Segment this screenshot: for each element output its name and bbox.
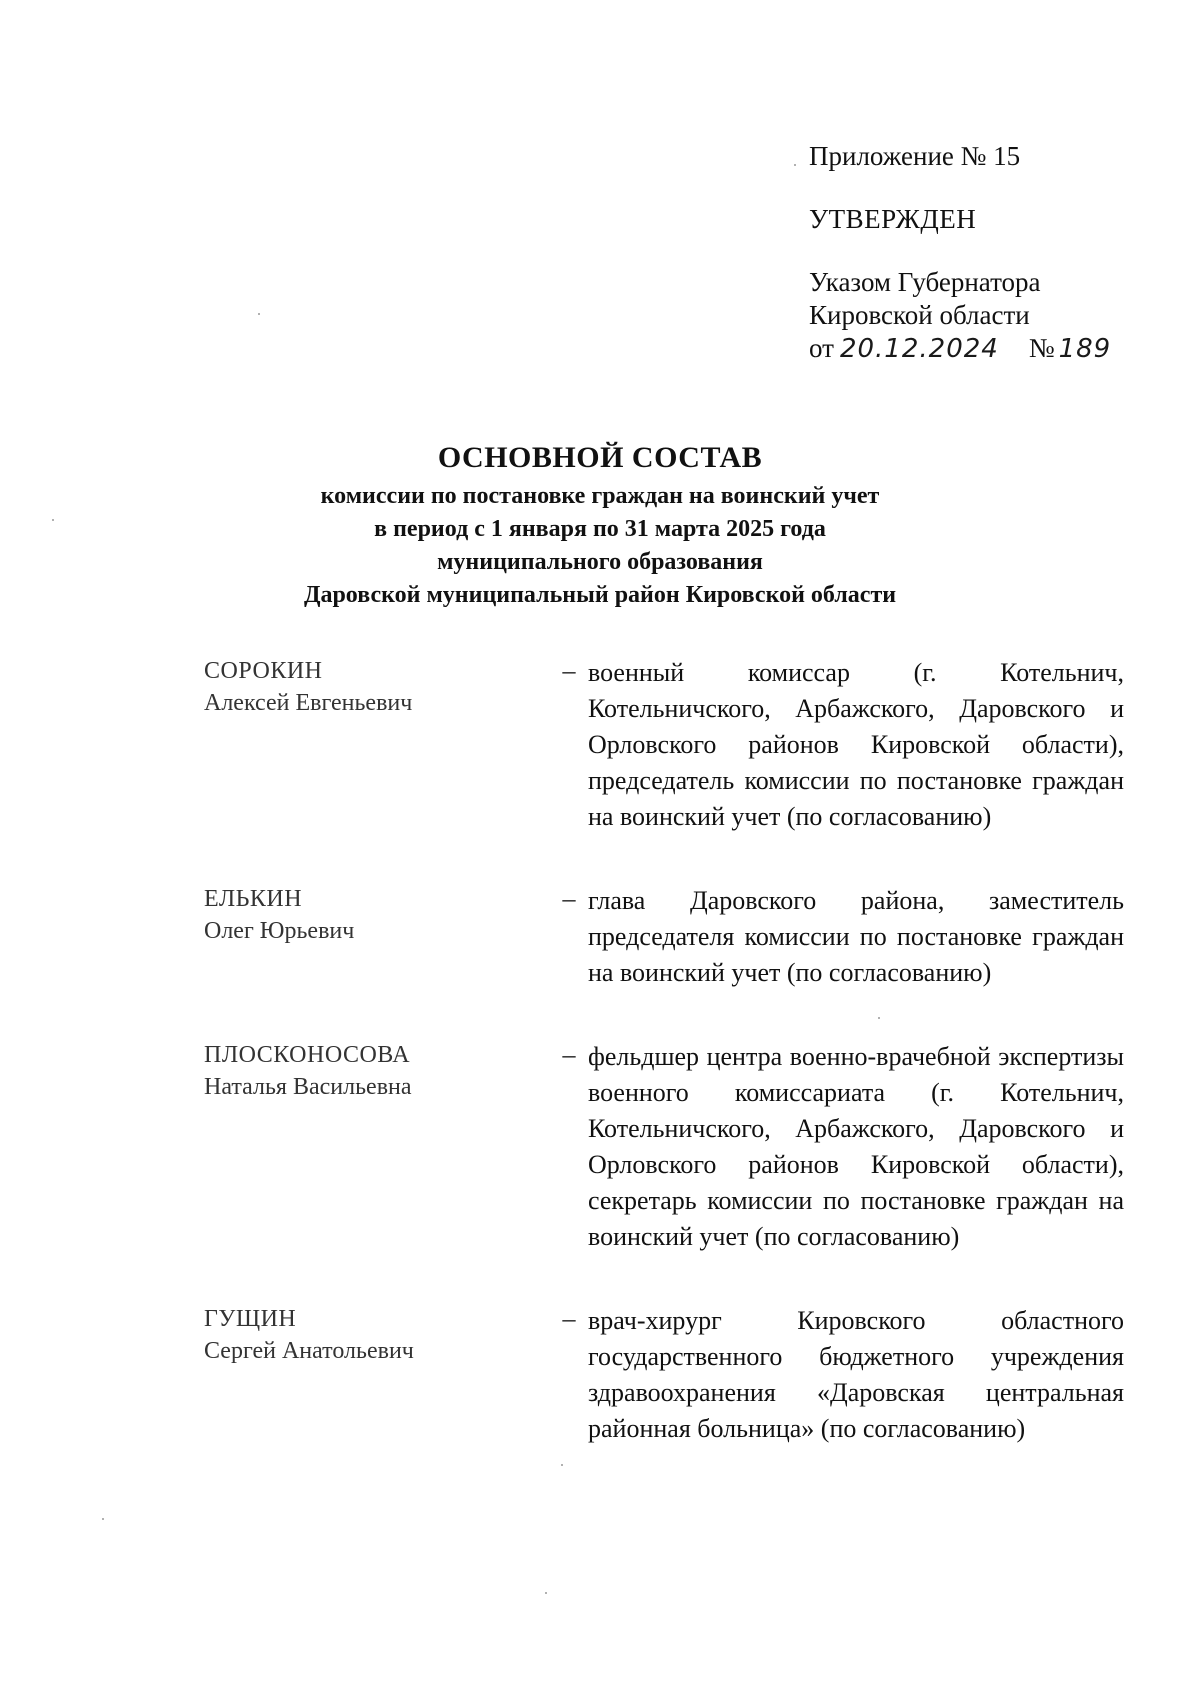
member-name — [204, 883, 550, 947]
member-name — [204, 1303, 550, 1367]
approved-by-line1: Указом Губернатора — [809, 267, 1041, 297]
approved-label: УТВЕРЖДЕН — [809, 204, 977, 234]
member-surname: ГУЩИН — [204, 1306, 297, 1332]
member-role: врач-хирург Кировского областного государственного бюджетного учреждения здравоохранения «Даровская центральная районная больница» (по согласованию) — [588, 1306, 1124, 1443]
member-given-names: Олег Юрьевич — [204, 918, 355, 944]
scan-speck — [545, 1592, 547, 1594]
title-main: ОСНОВНОЙ СОСТАВ — [437, 441, 763, 474]
member-entry — [204, 655, 1124, 835]
member-dash: – — [562, 884, 576, 913]
member-role: военный комиссар (г. Котельнич, Котельничского, Арбажского, Даровского и Орловского районов Кировской области), председатель комиссии по постановке граждан на воинский учет (по согласованию) — [588, 658, 1124, 831]
date-prefix: от — [809, 333, 834, 363]
member-given-names: Сергей Анатольевич — [204, 1338, 414, 1364]
member-given-names: Алексей Евгеньевич — [204, 690, 413, 716]
scan-speck — [561, 1464, 563, 1466]
handwritten-date: 20.12.2024 — [839, 334, 999, 364]
handwritten-number: 189 — [1058, 334, 1112, 364]
member-surname: ЕЛЬКИН — [204, 886, 303, 912]
member-role: глава Даровского района, заместитель председателя комиссии по постановке граждан на воинский учет (по согласованию) — [588, 886, 1124, 987]
member-role: фельдшер центра военно-врачебной экспертизы военного комиссариата (г. Котельнич, Котельничского, Арбажского, Даровского и Орловского районов Кировской области), секретарь комиссии по постановке граждан на воинский учет (по согласованию) — [588, 1042, 1124, 1251]
member-name — [204, 1039, 550, 1103]
scan-speck — [52, 519, 54, 521]
title-line-3: муниципального образования — [437, 549, 763, 575]
scan-speck — [102, 1518, 104, 1520]
approval-date-line — [809, 332, 1111, 366]
member-name — [204, 655, 550, 719]
appendix-number: Приложение № 15 — [809, 141, 1021, 171]
approval-block — [809, 140, 1111, 366]
number-prefix: № — [1028, 333, 1055, 363]
scan-speck — [878, 1017, 880, 1019]
member-entry — [204, 1303, 1124, 1447]
member-list — [204, 655, 1124, 1447]
member-dash: – — [562, 1304, 576, 1333]
approved-by-line2: Кировской области — [809, 300, 1030, 330]
member-entry — [204, 1039, 1124, 1255]
member-dash: – — [562, 656, 576, 685]
member-surname: СОРОКИН — [204, 658, 323, 684]
title-line-1: комиссии по постановке граждан на воинский учет — [320, 483, 880, 509]
title-line-4: Даровской муниципальный район Кировской области — [303, 582, 897, 608]
member-entry — [204, 883, 1124, 991]
scan-speck — [794, 164, 796, 166]
document-title — [0, 440, 1200, 612]
scan-speck — [258, 313, 260, 315]
title-line-2: в период с 1 января по 31 марта 2025 года — [374, 516, 826, 542]
member-surname: ПЛОСКОНОСОВА — [204, 1042, 411, 1068]
member-dash: – — [562, 1040, 576, 1069]
member-given-names: Наталья Васильевна — [204, 1074, 412, 1100]
